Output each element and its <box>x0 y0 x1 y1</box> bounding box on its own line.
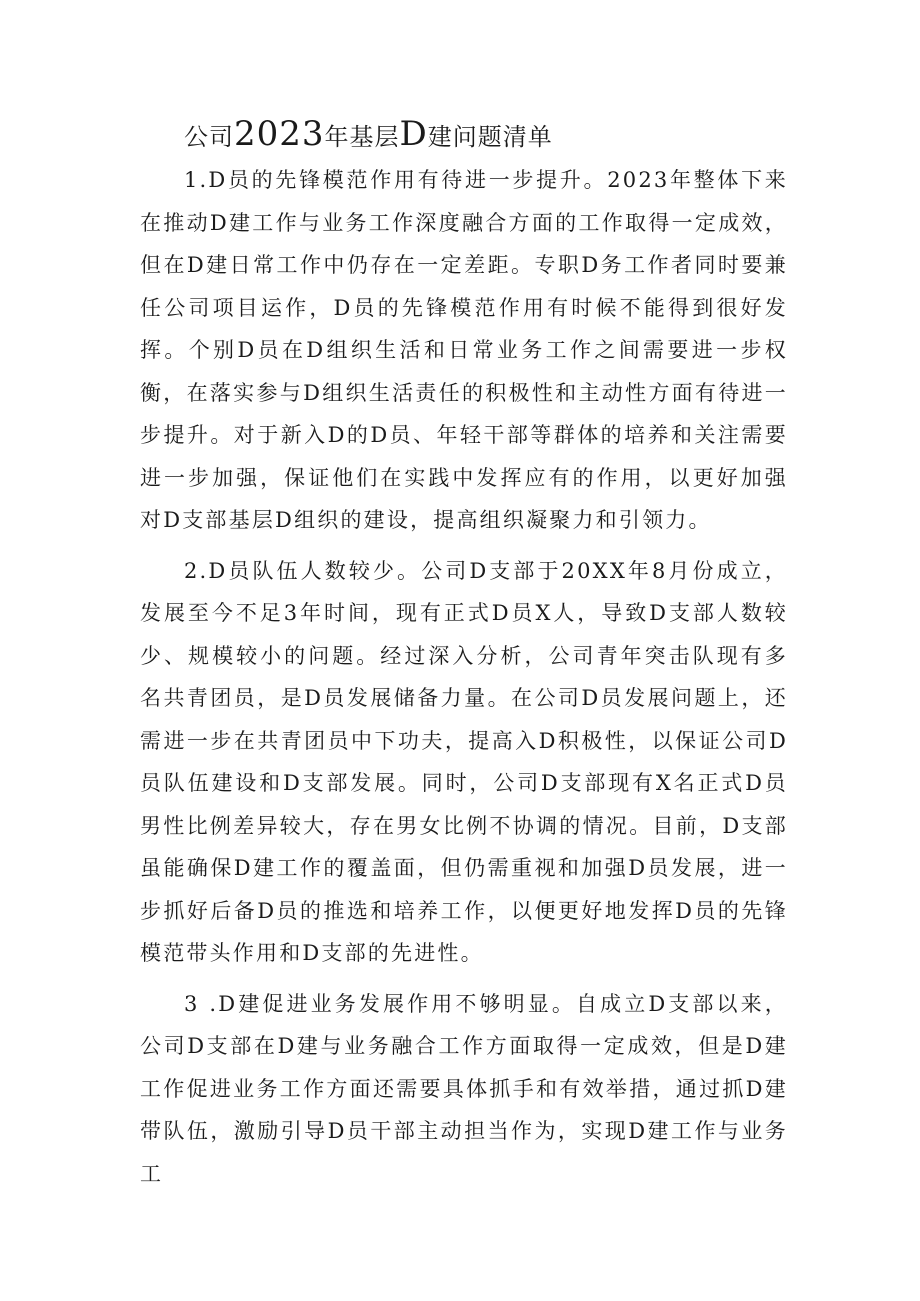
paragraph-2: 2.D员队伍人数较少。公司D支部于20XX年8月份成立，发展至今不足3年时间，现有正式D员X人，导致D支部人数较少、规模较小的问题。经过深入分析，公司青年突击队现有多名共青团员，是D员发展储备力量。在公司D员发展问题上，还需进一步在共青团员中下功夫，提高入D积极性，以保证公司D员队伍建设和D支部发展。同时，公司D支部现有X名正式D员男性比例差异较大，存在男女比例不协调的情况。目前，D支部虽能确保D建工作的覆盖面，但仍需重视和加强D员发展，进一步抓好后备D员的推选和培养工作，以便更好地发挥D员的先锋模范带头作用和D支部的先进性。 <box>140 558 788 965</box>
document-title <box>184 112 788 159</box>
paragraph-1: 1.D员的先锋模范作用有待进一步提升。2023年整体下来在推动D建工作与业务工作深度融合方面的工作取得一定成效，但在D建日常工作中仍存在一定差距。专职D务工作者同时要兼任公司项目运作，D员的先锋模范作用有时候不能得到很好发挥。个别D员在D组织生活和日常业务工作之间需要进一步权衡，在落实参与D组织生活责任的积极性和主动性方面有待进一步提升。对于新入D的D员、年轻干部等群体的培养和关注需要进一步加强，保证他们在实践中发挥应有的作用，以更好加强对D支部基层D组织的建设，提高组织凝聚力和引领力。 <box>140 168 788 532</box>
title-part-1: 公司 <box>184 123 234 151</box>
title-part-2: 年基层 <box>324 123 400 151</box>
paragraph-3: 3 .D建促进业务发展作用不够明显。自成立D支部以来，公司D支部在D建与业务融合工作方面取得一定成效，但是D建工作促进业务工作方面还需要具体抓手和有效举措，通过抓D建带队伍，激励引导D员干部主动担当作为，实现D建工作与业务工 <box>140 991 788 1186</box>
title-letter: D <box>399 114 428 154</box>
title-part-3: 建问题清单 <box>427 123 553 151</box>
title-year: 2023 <box>234 114 325 154</box>
